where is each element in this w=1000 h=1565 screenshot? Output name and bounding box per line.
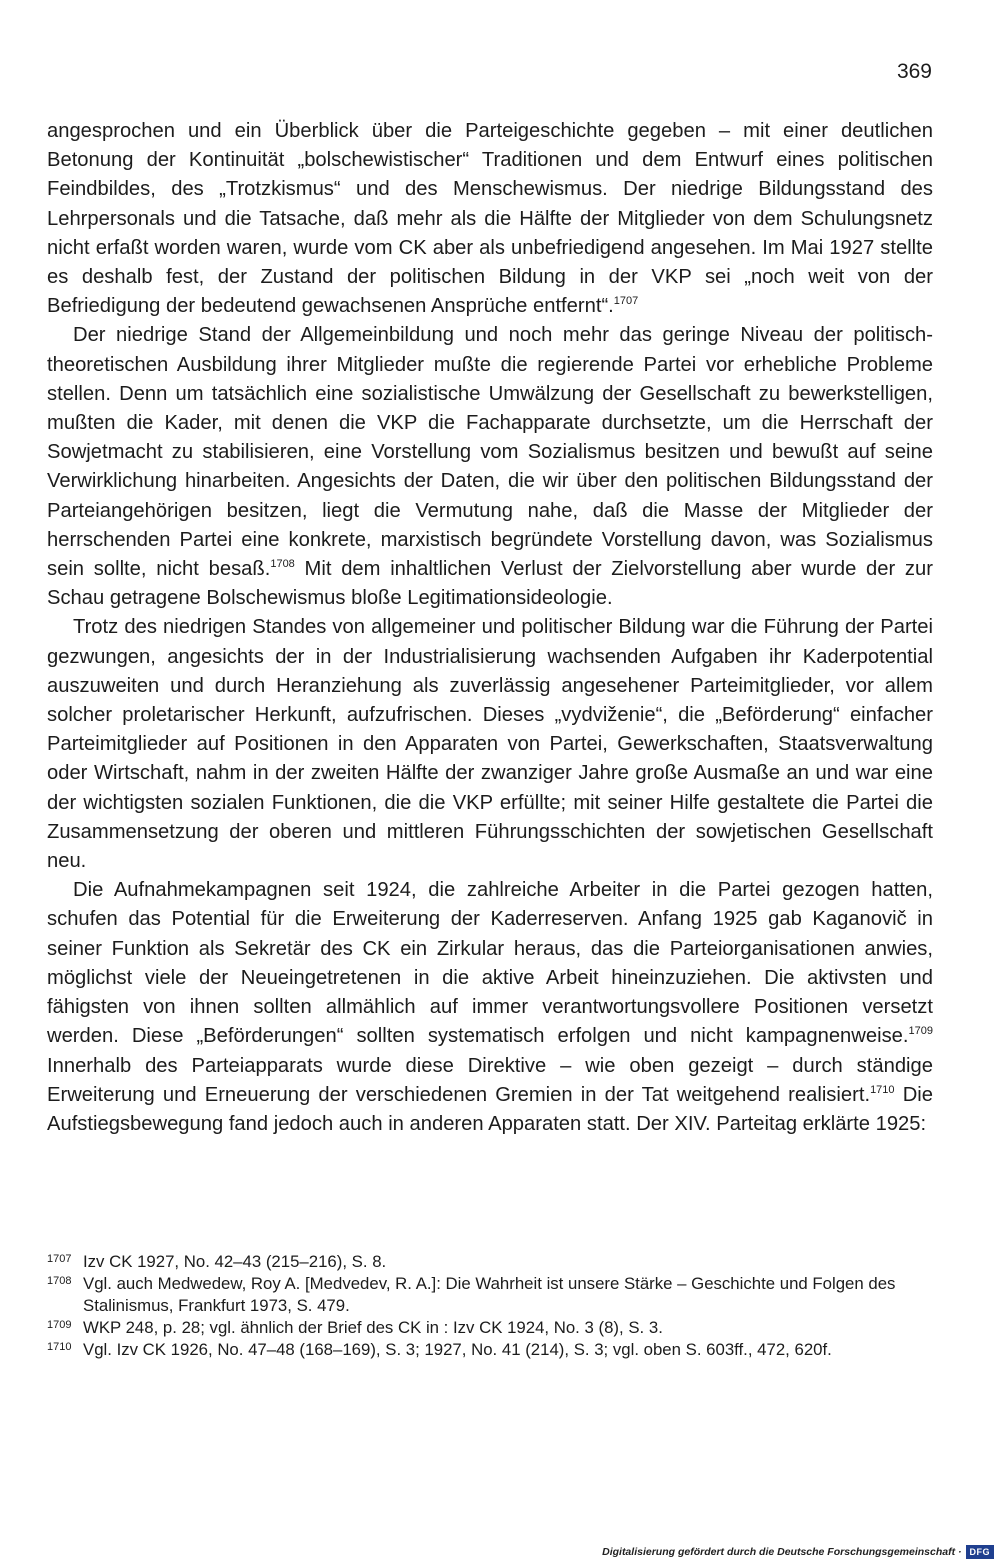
footnote-text: Izv CK 1927, No. 42–43 (215–216), S. 8. bbox=[83, 1252, 387, 1271]
text-run: Der niedrige Stand der Allgemeinbildung und noch mehr das geringe Niveau der politisch-theoretischen Ausbildung ihrer Mitglieder mußte die regierende Partei vor erhebliche Probleme stellen. Denn um tatsächlich eine sozialistische Umwälzung der Gesellschaft zu bewerkstelligen, mußten die Kader, mit denen die VKP die Fachapparate durchsetzte, um die Herrschaft der Sowjetmacht zu stabilisieren, eine Vorstellung vom Sozialismus besitzen und bewußt auf seine Verwirklichung hinarbeiten. Angesichts der Daten, die wir über den politischen Bildungsstand der Parteiangehörigen besitzen, liegt die Vermutung nahe, daß die Masse der Mitglieder der herrschenden Partei eine konkrete, marxistisch begründete Vorstellung davon, was Sozialismus sein sollte, nicht besaß. bbox=[47, 324, 933, 581]
footnotes bbox=[47, 1251, 933, 1361]
footnote bbox=[47, 1251, 933, 1273]
footnote-text: Vgl. Izv CK 1926, No. 47–48 (168–169), S. 3; 1927, No. 41 (214), S. 3; vgl. oben S. 603ff., 472, 620f. bbox=[83, 1340, 832, 1359]
footnote-text: WKP 248, p. 28; vgl. ähnlich der Brief des CK in : Izv CK 1924, No. 3 (8), S. 3. bbox=[83, 1318, 663, 1337]
body-text bbox=[47, 117, 933, 1139]
footnote-number: 1710 bbox=[47, 1341, 72, 1353]
footnote-ref[interactable]: 1710 bbox=[870, 1083, 895, 1096]
footnote-ref[interactable]: 1707 bbox=[613, 295, 639, 308]
footnote-number: 1707 bbox=[47, 1253, 72, 1265]
paragraph bbox=[47, 613, 933, 876]
page-number: 369 bbox=[896, 60, 932, 83]
footnote bbox=[47, 1273, 933, 1317]
footnote bbox=[47, 1317, 933, 1339]
dfg-logo: DFG bbox=[966, 1545, 995, 1559]
credit-text: Digitalisierung gefördert durch die Deutsche Forschungsgemeinschaft · bbox=[602, 1546, 962, 1558]
text-run: angesprochen und ein Überblick über die Parteigeschichte gegeben – mit einer deutlichen Betonung der Kontinuität „bolschewistischer“ Traditionen und dem Entwurf eines politischen Feindbildes, des „Trotzkismus“ und des Menschewismus. Der niedrige Bildungsstand des Lehrpersonals und die Tatsache, daß mehr als die Hälfte der Mitglieder von dem Schulungsnetz nicht erfaßt worden waren, wurde vom CK aber als unbefriedigend angesehen. Im Mai 1927 stellte es deshalb fest, der Zustand der politischen Bildung in der VKP sei „noch weit von der Befriedigung der bedeutend gewachsenen Ansprüche entfernt“. bbox=[47, 120, 933, 318]
paragraph bbox=[47, 321, 933, 613]
paragraph bbox=[47, 117, 933, 321]
text-run: Die Aufstiegsbewegung fand jedoch auch in anderen Apparaten statt. Der XIV. Parteitag erklärte 1925: bbox=[47, 1083, 934, 1135]
footnote-number: 1709 bbox=[47, 1319, 72, 1331]
text-run: Trotz des niedrigen Standes von allgemeiner und politischer Bildung war die Führung der Partei gezwungen, angesichts der in der Industrialisierung wachsenden Aufgaben ihr Kaderpotential auszuweiten und durch Heranziehung als zuverlässig angesehener Parteimitglieder, vor allem solcher proletarischer Herkunft, aufzufrischen. Dieses „vydviženie“, die „Beförderung“ einfacher Parteimitglieder auf Positionen in den Apparaten von Partei, Gewerkschaften, Staatsverwaltung oder Wirtschaft, nahm in der zweiten Hälfte der zwanziger Jahre große Ausmaße an und war eine der wichtigsten sozialen Funktionen, die die VKP erfüllte; mit seiner Hilfe gestaltete die Partei die Zusammensetzung der oberen und mittleren Führungsschichten der sowjetischen Gesellschaft neu. bbox=[47, 616, 933, 873]
footnote-ref[interactable]: 1708 bbox=[270, 558, 295, 571]
footnote-text: Vgl. auch Medwedew, Roy A. [Medvedev, R. A.]: Die Wahrheit ist unsere Stärke – Geschichte und Folgen des Stalinismus, Frankfurt 1973, S. 479. bbox=[83, 1274, 896, 1315]
footnote-number: 1708 bbox=[47, 1275, 72, 1287]
paragraph bbox=[47, 876, 933, 1139]
text-run: Die Aufnahmekampagnen seit 1924, die zahlreiche Arbeiter in die Partei gezogen hatten, schufen das Potential für die Erweiterung der Kaderreserven. Anfang 1925 gab Kaganovič in seiner Funktion als Sekretär des CK ein Zirkular heraus, das die Parteiorganisationen anwies, möglichst viele der Neueingetretenen in die aktive Arbeit hineinzuziehen. Die aktivsten und fähigsten von ihnen sollten allmählich auf immer verantwortungsvollere Positionen versetzt werden. Diese „Beförderungen“ sollten systematisch erfolgen und nicht kampagnenweise. bbox=[47, 879, 933, 1048]
footnote-ref[interactable]: 1709 bbox=[908, 1025, 933, 1038]
footnote bbox=[47, 1339, 933, 1361]
text-run: Innerhalb des Parteiapparats wurde diese Direktive – wie oben gezeigt – durch ständige Erweiterung und Erneuerung der verschiedenen Gremien in der Tat weitgehend realisiert. bbox=[47, 1054, 933, 1106]
digitization-credit bbox=[602, 1545, 994, 1559]
text-run: Mit dem inhaltlichen Verlust der Zielvorstellung aber wurde der zur Schau getragene Bolschewismus bloße Legitimationsideologie. bbox=[47, 558, 933, 610]
